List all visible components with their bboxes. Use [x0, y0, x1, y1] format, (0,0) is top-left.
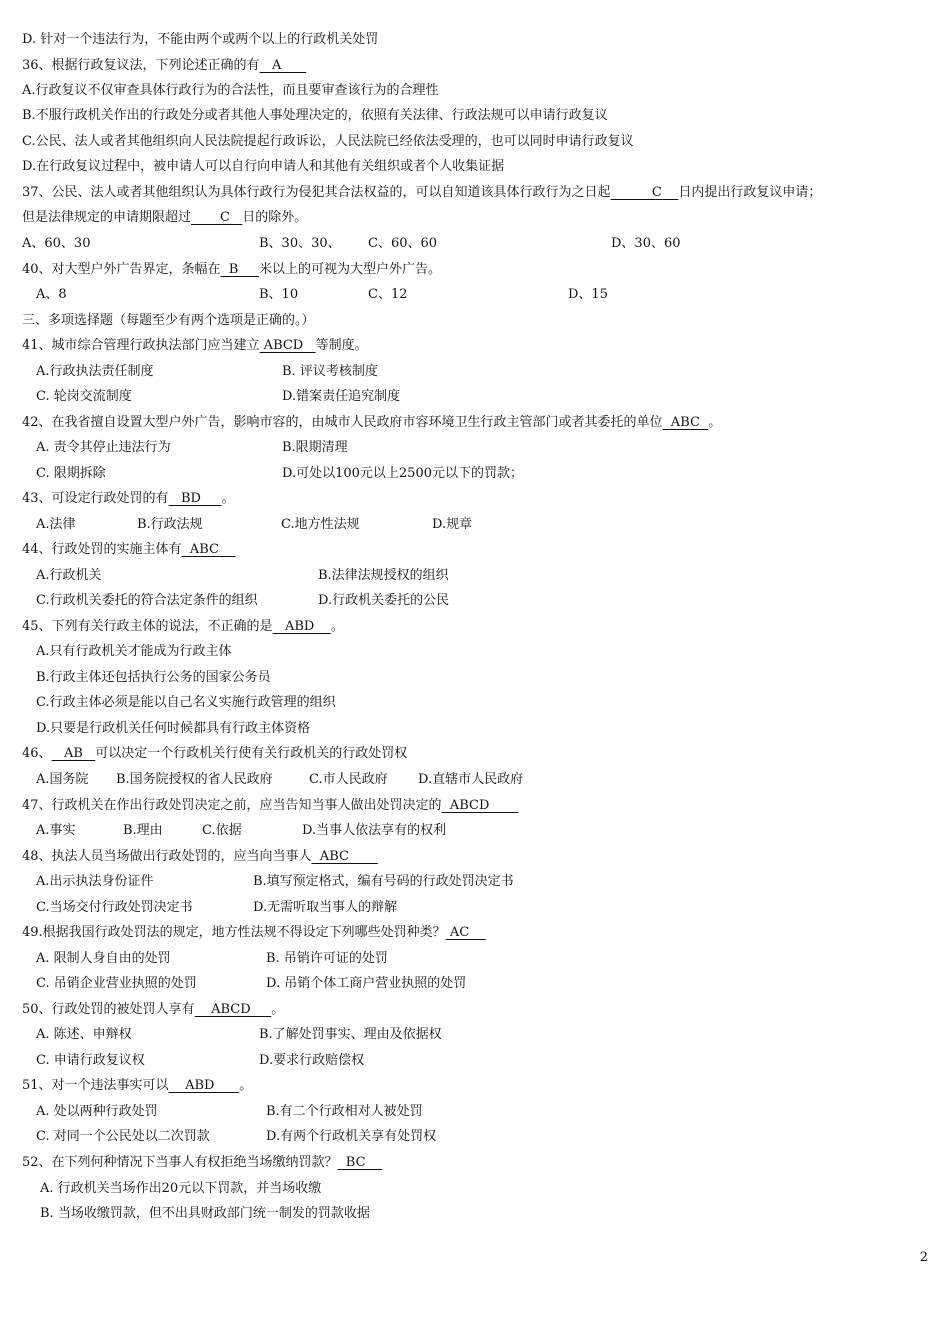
answer-blank: ABD: [272, 619, 331, 634]
option-d: D.要求行政赔偿权: [259, 1053, 365, 1068]
question-text-tail: 。: [239, 1078, 253, 1093]
question-text: 51、对一个违法事实可以: [22, 1078, 169, 1093]
question-text-tail: 日的除外。: [242, 210, 308, 225]
question-43: [22, 490, 235, 508]
question-text: 42、在我省擅自设置大型户外广告，影响市容的，由城市人民政府市容环境卫生行政主管部门或者其委托的单位: [22, 415, 663, 430]
question-37: [22, 184, 821, 202]
question-text: 52、在下列何种情况下当事人有权拒绝当场缴纳罚款？: [22, 1155, 338, 1170]
question-text: 37、公民、法人或者其他组织认为具体行政行为侵犯其合法权益的，可以自知道该具体行政行为之日起: [22, 185, 611, 200]
option-d: D.规章: [432, 517, 473, 532]
page-number: 2: [919, 1250, 928, 1265]
q45-option-d: D.只要是行政机关任何时候都具有行政主体资格: [36, 721, 311, 736]
option-c: C. 轮岗交流制度: [36, 389, 132, 404]
answer-blank: C: [610, 185, 679, 200]
question-text: 43、可设定行政处罚的有: [22, 491, 169, 506]
option-d: D.无需听取当事人的辩解: [253, 900, 398, 915]
question-text: 49.根据我国行政处罚法的规定，地方性法规不得设定下列哪些处罚种类？: [22, 925, 446, 940]
option-d: D.错案责任追究制度: [282, 389, 401, 404]
option-b: B.了解处罚事实、理由及依据权: [259, 1027, 442, 1042]
option-c: C. 申请行政复议权: [36, 1053, 145, 1068]
answer-blank: BC: [337, 1155, 383, 1170]
q52-option-b: B. 当场收缴罚款，但不出具财政部门统一制发的罚款收据: [40, 1206, 370, 1221]
option-a: A. 限制人身自由的处罚: [36, 951, 171, 966]
question-text-tail: 等制度。: [315, 338, 368, 353]
question-44: [22, 541, 235, 559]
option-c: C.市人民政府: [309, 772, 388, 787]
question-42: [22, 414, 721, 432]
question-text: 48、执法人员当场做出行政处罚的，应当向当事人: [22, 849, 312, 864]
answer-blank: ABC: [311, 849, 378, 864]
option-c: C.行政机关委托的符合法定条件的组织: [36, 593, 258, 608]
question-41: [22, 337, 368, 355]
question-37-cont: [22, 209, 307, 227]
answer-blank: AB: [51, 746, 96, 761]
answer-blank: C: [191, 210, 243, 225]
question-text-tail: 米以上的可视为大型户外广告。: [259, 262, 442, 277]
question-40: [22, 261, 441, 279]
option-a: A.国务院: [36, 772, 89, 787]
question-47: [22, 797, 518, 815]
option-b: B.理由: [123, 823, 163, 838]
question-text-tail: 可以决定一个行政机关行使有关行政机关的行政处罚权: [95, 746, 408, 761]
question-text-tail: 。: [330, 619, 344, 634]
question-52: [22, 1154, 382, 1172]
option-c: C.地方性法规: [281, 517, 360, 532]
option-a: A.事实: [36, 823, 76, 838]
answer-blank: A: [259, 58, 307, 73]
option-b: B.行政法规: [137, 517, 203, 532]
option-d: D.直辖市人民政府: [418, 772, 524, 787]
question-text: 50、行政处罚的被处罚人享有: [22, 1002, 195, 1017]
option-b: B.有二个行政相对人被处罚: [266, 1104, 423, 1119]
question-51: [22, 1077, 252, 1095]
question-text-tail: 日内提出行政复议申请；: [678, 185, 822, 200]
answer-blank: ABD: [168, 1078, 240, 1093]
answer-blank: ABC: [662, 415, 709, 430]
question-text: 36、根据行政复议法，下列论述正确的有: [22, 58, 260, 73]
option-d: D.当事人依法享有的权利: [302, 823, 447, 838]
option-a: A.法律: [36, 517, 76, 532]
option-a: A. 陈述、申辩权: [36, 1027, 132, 1042]
option-a: A. 责令其停止违法行为: [36, 440, 171, 455]
option-d: D. 吊销个体工商户营业执照的处罚: [266, 976, 467, 991]
option-b: B、10: [259, 287, 299, 302]
answer-blank: B: [220, 262, 260, 277]
option-b: B、30、30、: [259, 236, 341, 251]
answer-blank: ABCD: [441, 798, 519, 813]
answer-blank: AC: [445, 925, 486, 940]
option-c: C. 吊销企业营业执照的处罚: [36, 976, 197, 991]
question-45: [22, 618, 344, 636]
question-50: [22, 1001, 284, 1019]
option-c: C. 限期拆除: [36, 466, 106, 481]
option-d: D.可处以100元以上2500元以下的罚款；: [282, 466, 523, 481]
option-d: D、15: [568, 287, 608, 302]
q52-option-a: A. 行政机关当场作出20元以下罚款，并当场收缴: [40, 1181, 322, 1196]
question-text: 46、: [22, 746, 52, 761]
option-a: A、8: [36, 287, 67, 302]
option-c: C.当场交付行政处罚决定书: [36, 900, 193, 915]
option-b: B.国务院授权的省人民政府: [116, 772, 273, 787]
option-d: D、30、60: [611, 236, 681, 251]
answer-blank: ABCD: [259, 338, 316, 353]
question-49: [22, 924, 486, 942]
question-text: 40、对大型户外广告界定，条幅在: [22, 262, 221, 277]
option-b: B.填写预定格式，编有号码的行政处罚决定书: [253, 874, 514, 889]
q45-option-b: B.行政主体还包括执行公务的国家公务员: [36, 670, 271, 685]
option-a: A.出示执法身份证件: [36, 874, 154, 889]
question-text: 41、城市综合管理行政执法部门应当建立: [22, 338, 260, 353]
option-c: C、60、60: [368, 236, 438, 251]
question-text: 但是法律规定的申请期限超过: [22, 210, 192, 225]
option-b: B.法律法规授权的组织: [318, 568, 449, 583]
option-d: D.有两个行政机关享有处罚权: [266, 1129, 437, 1144]
q45-option-a: A.只有行政机关才能成为行政主体: [36, 644, 232, 659]
question-48: [22, 848, 378, 866]
section-3-heading: 三、多项选择题（每题至少有两个选项是正确的。）: [22, 313, 315, 328]
q45-option-c: C.行政主体必须是能以自己名义实施行政管理的组织: [36, 695, 336, 710]
q35-option-d: D. 针对一个违法行为，不能由两个或两个以上的行政机关处罚: [22, 32, 379, 47]
q36-option-a: A.行政复议不仅审查具体行政行为的合法性，而且要审查该行为的合理性: [22, 83, 439, 98]
option-b: B. 评议考核制度: [282, 364, 378, 379]
option-a: A、60、30: [22, 236, 91, 251]
q36-option-d: D.在行政复议过程中，被申请人可以自行向申请人和其他有关组织或者个人收集证据: [22, 159, 505, 174]
option-a: A. 处以两种行政处罚: [36, 1104, 158, 1119]
option-b: B.限期清理: [282, 440, 348, 455]
q36-option-c: C.公民、法人或者其他组织向人民法院提起行政诉讼，人民法院已经依法受理的，也可以同时申请行政复议: [22, 134, 634, 149]
option-c: C.依据: [202, 823, 242, 838]
question-36: [22, 57, 306, 75]
answer-blank: ABC: [181, 542, 236, 557]
question-text-tail: 。: [271, 1002, 285, 1017]
answer-blank: ABCD: [194, 1002, 272, 1017]
question-text-tail: 。: [708, 415, 722, 430]
q36-option-b: B.不服行政机关作出的行政处分或者其他人事处理决定的，依照有关法律、行政法规可以申请行政复议: [22, 108, 608, 123]
question-text: 45、下列有关行政主体的说法，不正确的是: [22, 619, 273, 634]
question-text-tail: 。: [221, 491, 235, 506]
option-a: A.行政执法责任制度: [36, 364, 154, 379]
answer-blank: BD: [168, 491, 222, 506]
question-text: 44、行政处罚的实施主体有: [22, 542, 182, 557]
question-46: [22, 745, 407, 763]
option-c: C. 对同一个公民处以二次罚款: [36, 1129, 210, 1144]
question-text: 47、行政机关在作出行政处罚决定之前，应当告知当事人做出处罚决定的: [22, 798, 442, 813]
option-a: A.行政机关: [36, 568, 102, 583]
option-b: B. 吊销许可证的处罚: [266, 951, 388, 966]
option-d: D.行政机关委托的公民: [318, 593, 450, 608]
option-c: C、12: [368, 287, 408, 302]
